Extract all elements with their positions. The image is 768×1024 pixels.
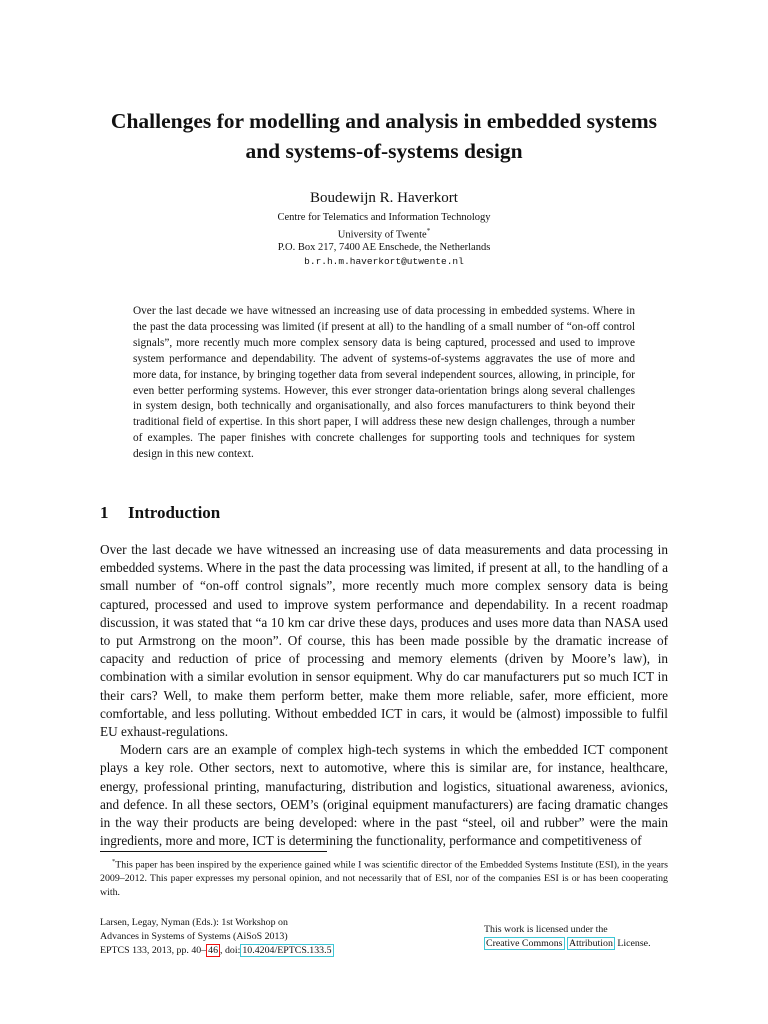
license-block [484,923,651,951]
intro-paragraph-1: Over the last decade we have witnessed an increasing use of data measurements and data processing in embedded systems. Where in the past the data processing was limited, if present at all, to the handling of a small number of “on-off control signals”, more recently much more complex sensory data is being captured, processed and used to improve system performance and dependability. In a recent roadmap discussion, it was stated that “a 10 km car drive these days, produces and uses more data than NASA used to put Armstrong on the moon”. Of course, this has been made possible by the dramatic increase of capacity and reduction of price of processing and memory elements (driven by Moore’s law), in combination with a similar evolution in sensor equipment. Why do car manufacturers put so much ICT in their cars? Well, to make them perform better, make them more reliable, safer, more efficient, more comfortable, and less polluting. Without embedded ICT in cars, it would be (almost) impossible to fulfil EU exhaust-regulations. [100,542,668,740]
title-line-2: and systems-of-systems design [245,139,523,163]
footnote-marker: * [112,858,116,865]
license-suffix: License. [614,938,651,949]
author-affiliation [0,212,768,254]
affiliation-university: University of Twente [337,229,427,240]
license-line-1: This work is licensed under the [484,924,608,935]
doi-link[interactable]: 10.4204/EPTCS.133.5 [242,945,332,956]
affiliation-line-2 [0,225,768,242]
citation-block [100,916,334,958]
section-number: 1 [100,503,109,522]
introduction-body [100,541,668,850]
author-email[interactable]: b.r.h.m.haverkort@utwente.nl [304,256,464,267]
section-title: Introduction [128,503,221,522]
citation-line-1: Larsen, Legay, Nyman (Eds.): 1st Workshop on [100,917,288,928]
last-page-link[interactable]: 46 [208,945,219,956]
citation-line-2: Advances in Systems of Systems (AiSoS 2013) [100,931,288,942]
affiliation-line-3: P.O. Box 217, 7400 AE Enschede, the Netherlands [277,241,491,253]
footnote-rule [100,851,327,852]
citation-line-3 [100,944,334,958]
license-line-2 [484,937,651,951]
abstract: Over the last decade we have witnessed an increasing use of data processing in embedded systems. Where in the past the data processing was limited (if present at all) to the handling of a small number of “on-off control signals”, more recently much more complex sensory data is being captured, processed and used to improve system performance and dependability. The advent of systems-of-systems aggravates the use of more and more data, for instance, by bringing together data from several independent sources, allowing, in principle, for even better performing systems. However, this ever stronger data-orientation brings along several challenges in system design, both technically and organisationally, and also forces manufacturers to think beyond their traditional field of expertise. In this short paper, I will address these new design challenges, through a number of examples. The paper finishes with concrete challenges for supporting tools and techniques for system design in this new context. [133,305,635,461]
section-heading-introduction [100,503,220,523]
paper-title [60,106,708,166]
author-name: Boudewijn R. Haverkort [310,190,458,206]
footnote-text: This paper has been inspired by the experience gained while I was scientific director of the Embedded Systems Institute (ESI), in the years 2009–2012. This paper expresses my personal opinion, and not necessarily that of ESI, nor of the companies ESI is or has been cooperating with. [100,859,668,899]
creative-commons-link[interactable]: Creative Commons [486,938,563,949]
title-line-1: Challenges for modelling and analysis in embedded systems [110,109,658,133]
citation-pages: EPTCS 133, 2013, pp. 40– [100,945,207,956]
attribution-link[interactable]: Attribution [569,938,613,949]
footnote [100,855,668,900]
doi-label: , doi: [220,945,241,956]
affiliation-line-1: Centre for Telematics and Information Technology [277,212,491,223]
intro-paragraph-2: Modern cars are an example of complex high-tech systems in which the embedded ICT component plays a key role. Other sectors, next to automotive, where this is similar are, for instance, healthcare, energy, professional printing, manufacturing, distribution and logistics, situational awareness, avionics, and defence. In all these sectors, OEM’s (original equipment manufacturers) are facing dramatic changes in the way their products are being developed: where in the past “steel, oil and rubber” were the main ingredients, more and more, ICT is determining the functionality, performance and competitiveness of [100,742,668,849]
affiliation-footnote-marker: * [426,226,431,235]
